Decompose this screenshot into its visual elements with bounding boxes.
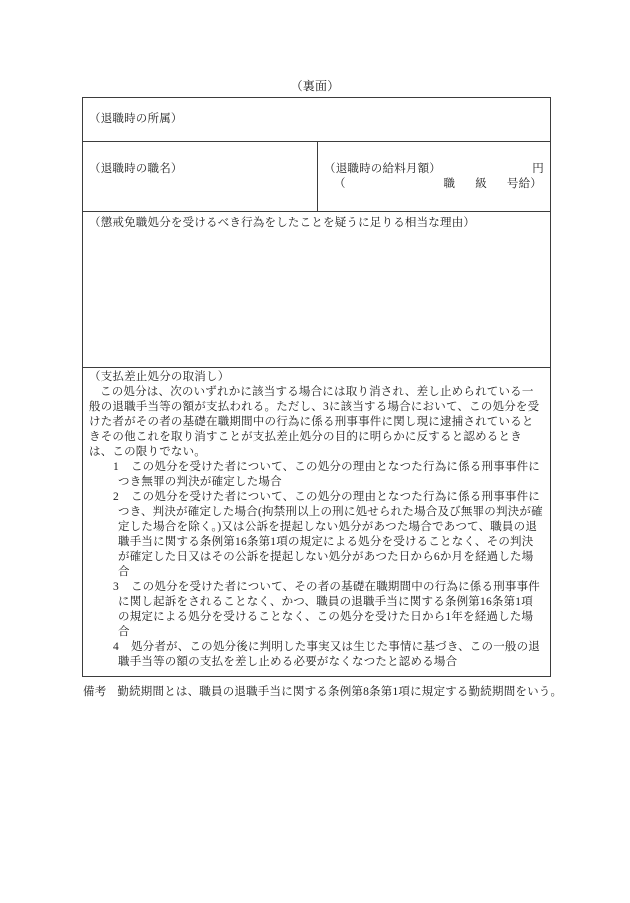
item-number: 1: [113, 461, 119, 473]
cancellation-item: [89, 580, 544, 640]
item-number: 2: [113, 491, 119, 503]
section-payment-suspension-cancellation: [83, 368, 550, 676]
salary-grade-line: [324, 177, 544, 192]
job-title-label: （退職時の職名）: [89, 163, 183, 175]
cancellation-item: [89, 640, 544, 670]
reason-label: （懲戒免職処分を受けるべき行為をしたことを疑うに足りる相当な理由）: [89, 217, 476, 229]
salary-yen-unit: 円: [532, 163, 544, 175]
item-text: この処分を受けた者について、この処分の理由となつた行為に係る刑事事件につき無罪の判決が確定した場合: [118, 461, 540, 488]
salary-amount-line: [324, 162, 544, 177]
item-text: この処分を受けた者について、その者の基礎在職期間中の行為に係る刑事事件に関し起訴をされることなく、かつ、職員の退職手当に関する条例第16条第1項の規定による処分を受けることなく、この処分を受けた日から1年を経過した場合: [118, 581, 540, 638]
item-text: この処分を受けた者について、この処分の理由となつた行為に係る刑事事件につき、判決が確定した場合(拘禁刑以上の刑に処せられた場合及び無罪の判決が確定した場合を除く。)又は公訴を提起しない処分があつた場合であつて、職員の退職手当に関する条例第16条第1項の規定による処分を受けることなく、その判決が確定した日又はその公訴を提起しない処分があつた日から6か月を経過した場合: [118, 491, 543, 578]
field-job-title-at-retirement: [83, 142, 318, 211]
page-title: （裏面）: [290, 79, 340, 93]
item-number: 4: [113, 641, 119, 653]
row-jobtitle-and-salary: [83, 142, 550, 212]
salary-step-label: 号給）: [506, 178, 542, 190]
salary-grade-spacer: [346, 177, 444, 192]
affiliation-label: （退職時の所属）: [89, 113, 183, 125]
form-content: [82, 97, 563, 700]
form-table: [82, 97, 551, 677]
item-number: 3: [113, 581, 119, 593]
salary-grade-label: 職: [443, 178, 456, 190]
item-text: 処分者が、この処分後に判明した事実又は生じた事情に基づき、この一般の退職手当等の額の支払を差し止める必要がなくなつたと認める場合: [118, 641, 540, 668]
field-monthly-salary-at-retirement: [318, 142, 550, 211]
remarks-note: [83, 685, 563, 700]
field-affiliation-at-retirement: [83, 98, 550, 142]
cancellation-label: （支払差止処分の取消し）: [89, 371, 230, 383]
salary-paren-open: （: [334, 178, 346, 190]
salary-rank-label: 級: [475, 178, 487, 190]
salary-label: （退職時の給料月額）: [324, 163, 441, 175]
remarks-label: 備考: [83, 686, 107, 698]
cancellation-item: [89, 490, 544, 580]
field-disciplinary-dismissal-reason: [83, 212, 550, 368]
cancellation-item: [89, 460, 544, 490]
cancellation-intro-paragraph: この処分は、次のいずれかに該当する場合には取り消され、差し止められている一般の退職手当等の額が支払われる。ただし、3に該当する場合において、この処分を受けた者がその者の基礎在職期間中の行為に係る刑事事件に関し現に逮捕されているときその他これを取り消すことが支払差止処分の目的に明らかに反すると認めるときは、この限りでない。: [89, 386, 540, 458]
remarks-text: 勤続期間とは、職員の退職手当に関する条例第8条第1項に規定する勤続期間をいう。: [117, 686, 563, 698]
